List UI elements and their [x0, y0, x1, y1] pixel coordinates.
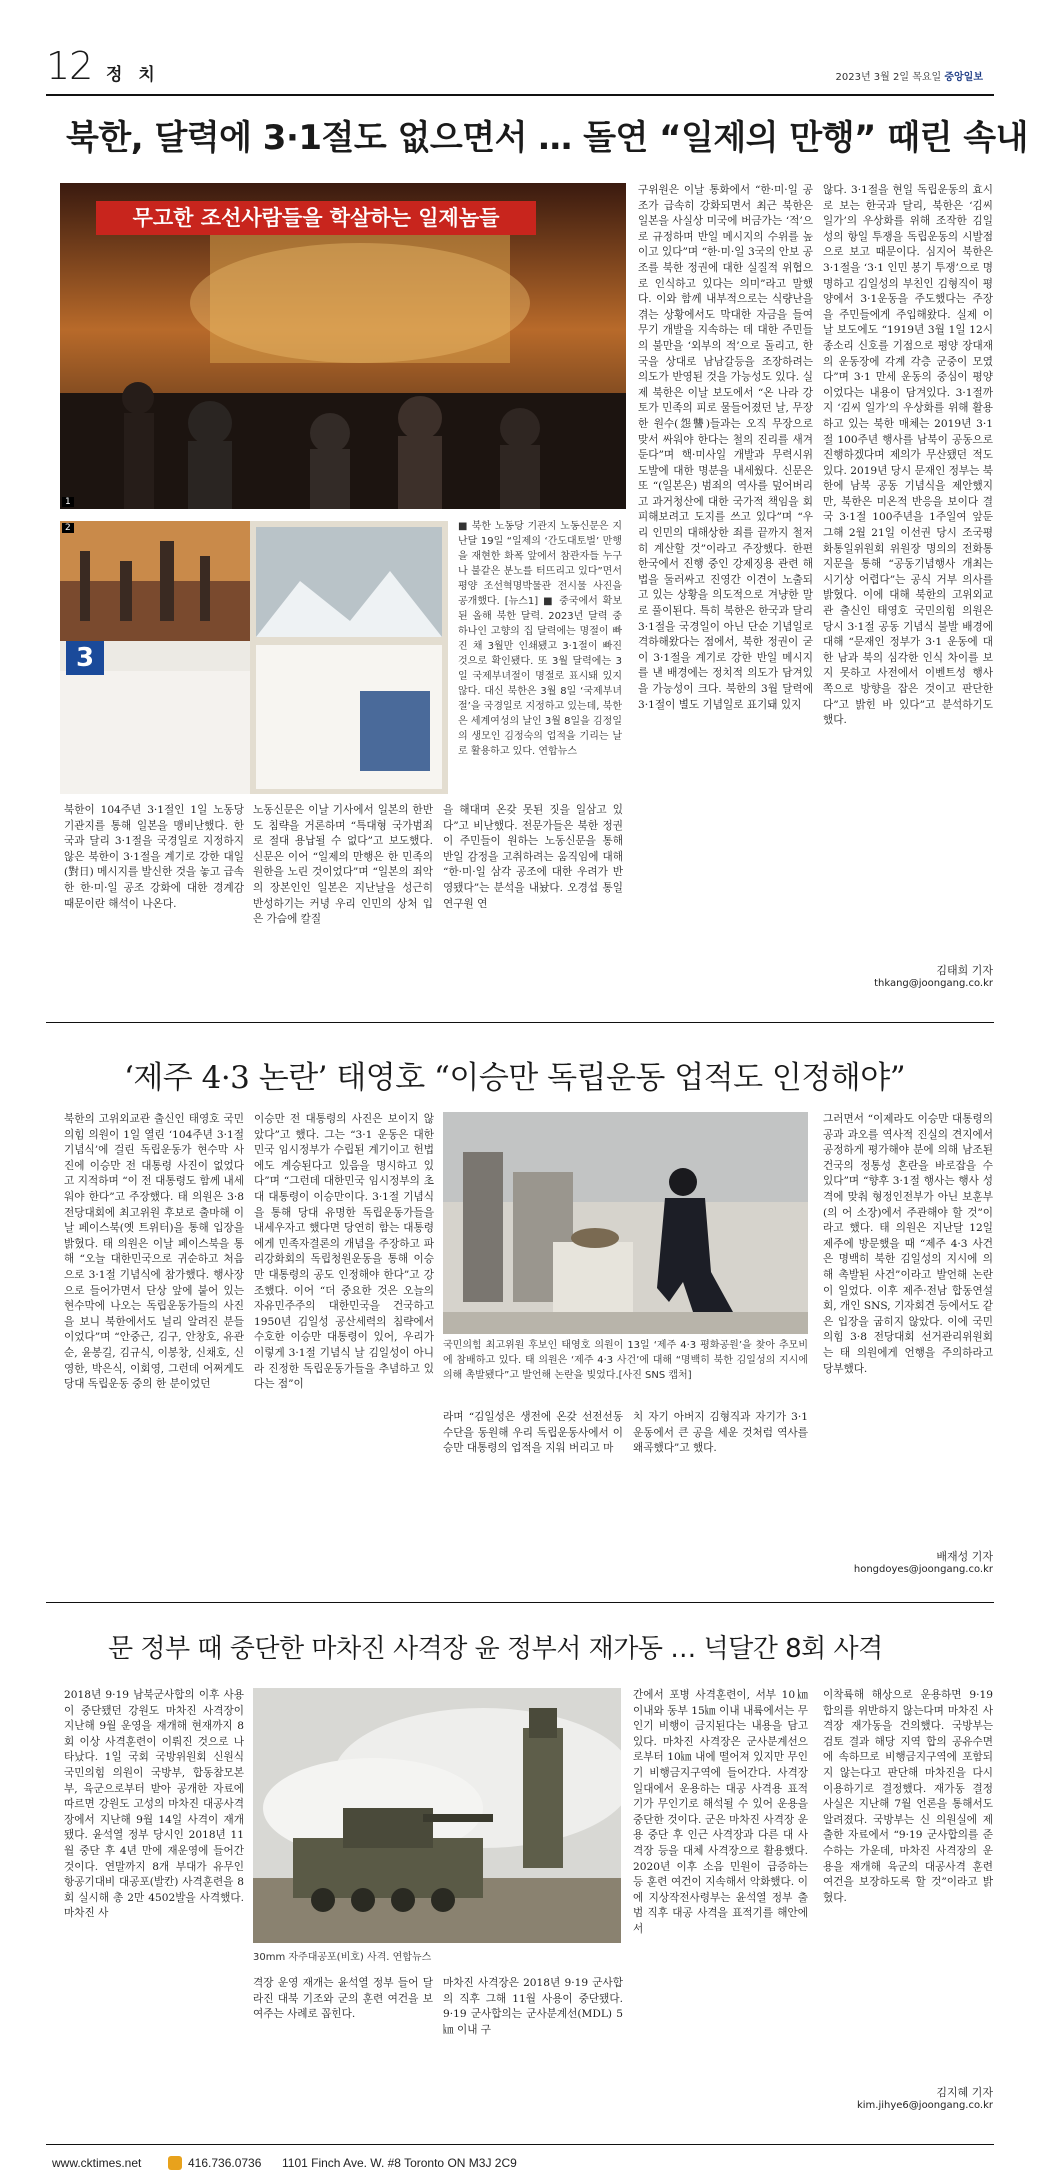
article1-divider — [46, 1022, 994, 1023]
article3-byline — [823, 2084, 993, 2111]
article1-photo-calendar — [60, 521, 448, 794]
calendar-month-badge: 3 — [66, 641, 104, 675]
article2-column-5: 그러면서 “이제라도 이승만 대통령의 공과 과오를 역사적 진실의 견지에서 공정하게 평가해야 분에 의해 남조된 건국의 정통성 혼란을 바로잡을 수 있다”며 “향후 3·1절 행사는 행사 성격에 맞춰 형정인전부가 아닌 보훈부(의 어 소장)에서 주관해야 할 것”이라고 했다. 태 의원은 지난달 12일 제주에 방문했을 때 “제주 4·3 사건은 명백히 북한 김일성의 지시에 의해 촉발된 사건”이라고 발언해 논란이 일었다. 이후 제주·전남 합동연설회, 개인 SNS, 기자회견 등에서도 같은 입장을 굽히지 않았다. 이에 국민의힘 3·8 전당대회 선거관리위원회는 태 의원에게 언행을 주의하라고 당부했다. — [823, 1113, 993, 1375]
article3-reporter: 김지혜 기자 — [936, 2086, 993, 2099]
issue-date — [836, 68, 984, 83]
article3-email: kim.jihye6@joongang.co.kr — [856, 2100, 993, 2111]
footer-website[interactable]: www.cktimes.net — [52, 2156, 142, 2170]
article1-byline — [823, 962, 993, 989]
article2-photo-memorial — [443, 1112, 808, 1334]
article2-photo-caption: 국민의힘 최고위원 후보인 태영호 의원이 13일 ‘제주 4·3 평화공원’을 찾아 추모비에 참배하고 있다. 태 의원은 ‘제주 4·3 사건’에 대해 “명백히 북한 김일성의 지시에 의해 촉발됐다”고 발언해 논란을 빚었다.[사진 SNS 캡처] — [443, 1340, 808, 1381]
article2-email: hongdoyes@joongang.co.kr — [853, 1564, 993, 1575]
phone-icon — [168, 2156, 182, 2170]
artillery-image — [253, 1688, 621, 1943]
article2-divider — [46, 1602, 994, 1603]
footer-phone — [168, 2156, 261, 2170]
article1-photo-caption: ■ 북한 노동당 기관지 노동신문은 지난달 19일 “일제의 ‘간도대토벌’ 만행을 재현한 화폭 앞에서 참관자들 누구나 불같은 분노를 터뜨리고 있다”면서 평양 조선혁명박물관 전시물 사진을 공개했다. [뉴스1] ■ 중국에서 확보된 올해 북한 달력. 2023년 달력 중 하나인 고향의 집 달력에는 명절이 빠진 채 3월만 인쇄됐고 3·1절이 빠진 것으로 확인됐다. 또 3월 달력에는 3일 국제부녀절이 명절로 표시돼 있지 않다. 대신 북한은 3월 8일 ‘국제부녀절’을 국경일로 지정하고 있는데, 북한은 세계여성의 날인 3월 8일을 김정일의 생모인 김정숙의 업적을 기리는 날로 활용하고 있다. 연합뉴스 — [458, 521, 622, 757]
footer-rule — [46, 2144, 994, 2145]
header-rule — [46, 94, 994, 96]
article2-column-4: 치 자기 아버지 김형직과 자기가 3·1운동에서 큰 공을 세운 것처럼 역사를 왜곡했다”고 했다. — [633, 1411, 808, 1455]
article1-headline: 북한, 달력에 3·1절도 없으면서 … 돌연 “일제의 만행” 때린 속내 — [66, 118, 1028, 158]
paper-logo: 중앙일보 — [944, 72, 983, 83]
article1-column-1: 북한이 104주년 3·1절인 1일 노동당 기관지를 통해 일본을 맹비난했다. 한국과 달리 3·1절을 국경일로 지정하지 않은 북한이 3·1절을 계기로 강한 대일(對日) 메시지를 발신한 것을 놓고 급속한 한·미·일 공조 강화에 대한 경계감 때문이란 해석이 나온다. — [64, 804, 244, 910]
article2-reporter: 배재성 기자 — [936, 1550, 993, 1563]
footer-phone-number: 416.736.0736 — [188, 2156, 262, 2170]
calendar-image — [60, 521, 448, 794]
article3-photo-caption: 30mm 자주대공포(비호) 사격. 연합뉴스 — [253, 1952, 432, 1963]
article1-column-5: 않다. 3·1절을 현일 독립운동의 효시로 보는 한국과 달리, 북한은 ‘김씨 일가’의 우상화를 위해 조작한 김일성의 항일 투쟁을 독립운동의 시발점으로 보고 때문이다. 심지어 북한은 3·1절을 ‘3·1 인민 봉기 투쟁’으로 명명하고 김일성의 부친인 김형직이 평양에서 3·1운동을 주도했다는 주장을 주민들에게 주입해왔다. 실제 이날 보도에도 “1919년 3월 1일 12시 종소리 신호를 기점으로 평양 장대재의 운동장에 각계 각층 군중이 모였다”며 3·1 만세 운동의 중심이 평양이었다는 내용이 담겨있다. 3·1절까지 ‘김씨 일가’의 우상화를 위해 활용하고 있는 북한 매체는 2019년 3·1절 100주년 행사를 남북이 공동으로 진행하겠다며 제의가 무산됐던 적도 있다. 2019년 당시 문재인 정부는 북한에 남북 공동 기념식을 제안했지만, 북한은 미온적 반응을 보이다 결국 3·1절 100주년을 1주일여 앞둔 그해 2월 21일 이선권 당시 조국평화통일위원회 위원장 명의의 전화통지문을 통해 “공동기념행사 개최는 시기상 어렵다”는 공식 거부 의사를 밝혔다. 이에 대해 북한의 고위외교관 출신인 태영호 국민의힘 의원은 당시 3·1절 공동 기념식 불발 배경에 대해 “문재인 정부가 3·1 운동에 대한 남과 북의 심각한 인식 차이를 보지 못하고 사전에서 이벤트성 행사 쪽으로 방향을 잡은 것이고 판단한다”고 밝힌 바 있다”고 분석하기도 했다. — [823, 184, 993, 727]
article2-column-1: 북한의 고위외교관 출신인 태영호 국민의힘 의원이 1일 열린 ‘104주년 3·1절 기념식’에 걸린 독립운동가 현수막 사진에 이승만 전 대통령 사진이 없었다고 지적하며 “이 전 대통령도 함께 내세워야 한다”고 주장했다. 태 의원은 3·8 전당대회에 최고위원 후보로 출마해 이날 페이스북(옛 트위터)을 통해 입장을 밝혔다. 태 의원은 이날 페이스북을 통해 “오늘 대한민국으로 귀순하고 처음으로 3·1절 기념식에 참가했다. 행사장으로 들어가면서 단상 앞에 붙어 있는 현수막에 나오는 독립운동가들의 사진을 보니 북한에서도 널리 알려진 분들이었다”며 “안중근, 김구, 안창호, 유관순, 윤봉길, 김규식, 이봉창, 신채호, 신영한, 박은식, 이회영, 그런데 어쩌게도 당대 독립운동 중의 한 분이었던 — [64, 1113, 244, 1391]
photo2-badge: 2 — [62, 523, 74, 533]
article1-reporter: 김태희 기자 — [936, 964, 993, 977]
photo1-badge: 1 — [62, 497, 74, 507]
article2-column-3: 라며 “김일성은 생전에 온갖 선전선동수단을 동원해 우리 독립운동사에서 이승만 대통령의 업적을 지워 버리고 마 — [443, 1411, 623, 1455]
date-text: 2023년 3월 2일 목요일 — [835, 72, 942, 83]
memorial-image — [443, 1112, 808, 1334]
article2-byline — [823, 1548, 993, 1575]
museum-banner: 무고한 조선사람들을 학살하는 일제놈들 — [96, 201, 536, 235]
article3-column-5: 이착륙해 해상으로 운용하면 9·19 합의를 위반하지 않는다며 마차진 사격장 재가동을 건의했다. 국방부는 검토 결과 해당 지역 합의 공유수면에 속하므로 비행금지구역에 포함되지 않는다고 판단해 마차진을 다시 이용하기로 결정했다. 재가동 결정 사실은 지난해 7월 언론을 통해서도 알려졌다. 국방부는 신 의원실에 제출한 자료에서 “9·19 군사합의를 준수하는 가운데, 마차진 사격장의 운용을 재개해 육군의 대공사격 훈련 여건을 보장하도록 할 것”이라고 밝혔다. — [823, 1689, 993, 1904]
article1-column-2: 노동신문은 이날 기사에서 일본의 한반도 침략을 거론하며 “특대형 국가범죄로 절대 용납될 수 없다”고 보도했다. 신문은 이어 “일제의 만행은 한 민족의 원한을 노린 것이었다”며 “일본의 죄악의 장본인인 일본은 지난날을 성근히 반성하기는 커녕 우리 인민의 상처 입은 가슴에 칼질 — [253, 804, 433, 926]
article3-column-4: 간에서 포병 사격훈련이, 서부 10㎞ 이내와 동부 15㎞ 이내 내륙에서는 무인기 비행이 금지된다는 내용을 담고 있다. 마차진 사격장은 군사분계선으로부터 10㎞ 내에 떨어져 있지만 무인기 비행금지구역에 들어간다. 사격장 일대에서 운용하는 대공 사격용 표적기가 무인기로 해석될 수 있어 운용을 중단한 것이다. 군은 마차진 사격장 운용 중단 후 인근 사격장과 다른 대 사격장 등을 대체 사격장으로 활용했다. 2020년 이후 소음 민원이 급증하는 등 훈련 여건이 지속해서 악화했다. 이에 지상작전사령부는 윤석열 정부 출범 직후 대공 사격을 표적기를 해안에서 — [633, 1689, 808, 1935]
article2-headline: ‘제주 4·3 논란’ 태영호 “이승만 독립운동 업적도 인정해야” — [124, 1060, 906, 1096]
article3-column-3: 마차진 사격장은 2018년 9·19 군사합의 직후 그해 11월 사용이 중단됐다. 9·19 군사합의는 군사분계선(MDL) 5㎞ 이내 구 — [443, 1977, 623, 2036]
article3-photo-artillery — [253, 1688, 621, 1943]
article3-column-2: 격장 운영 재개는 윤석열 정부 들어 달라진 대북 기조와 군의 훈련 여건을 보여주는 사례로 꼽힌다. — [253, 1977, 433, 2021]
article3-column-1: 2018년 9·19 남북군사합의 이후 사용이 중단됐던 강원도 마차진 사격장이 지난해 9월 운영을 재개해 현재까지 8회 이상 사격훈련이 이뤄진 것으로 나타났다. 1일 국회 국방위원회 신원식 국민의힘 의원이 국방부, 합동참모본부, 육군으로부터 받아 공개한 자료에 따르면 강원도 고성의 마차진 대공사격장에서 지난해 9월 14일 사격이 재개됐다. 윤석열 정부 당시인 2018년 11월 중단 후 4년 만에 재운영에 들어간 것이다. 연말까지 8개 부대가 유무인 항공기대비 대공포(발칸) 사격훈련을 8회 실시해 총 2만 4502발을 사격했다. 마차진 사 — [64, 1689, 244, 1920]
article1-column-4: 구위원은 이날 통화에서 “한·미·일 공조가 급속히 강화되면서 최근 북한은 일본을 사실상 미국에 버금가는 ‘적’으로 규정하며 반일 메시지의 수위를 높이고 있다”며 “한·미·일 3국의 안보 공조를 북한 정권에 대한 실질적 위협으로 인식하고 있다는 의미”라고 말했다. 이와 함께 내부적으로는 식량난을 겪는 상황에서도 막대한 자금을 들여 무기 개발을 지속하는 데 대한 주민들의 불만을 ‘외부의 적’으로 돌리고, 한국을 상대로 남남갈등을 조장하려는 의도가 반영된 것을 가능성도 있다. 실제 북한은 이날 보도에서 “온 나라 강토가 민족의 피로 물들어졌던 날, 무장한 원수(怨讐)들과는 오직 무장으로 맞서 싸워야 한다는 철의 진리를 새겨둔다”며 핵·미사일 개발과 무력시위 도발에 대한 명분을 내세웠다. 신문은 또 “(일본은) 범죄의 역사를 덮어버리고 과거청산에 대한 국가적 책임을 회피해보려고 도지를 쓰고 있다”며 “우리 인민의 대해상한 죄를 끝까지 철저히 계산할 것”이라고 주장했다. 한편 한국에서 진행 중인 강제징용 관련 해법을 둘러싸고 진영간 이견이 노출되고 있는 상황을 의도적으로 겨냥한 말로 풀이된다. 특히 북한은 한국과 달리 3·1절을 국경일이 아닌 단순 기념일로 격하해왔다는 점에서, 북한 정권이 굳이 3·1절을 계기로 강한 반일 메시지를 낸 배경에는 정치적 의도가 담겨있을 가능성이 크다. 북한의 3월 달력에 3·1절이 별도 기념일로 표기돼 있지 — [638, 184, 813, 711]
article1-email: thkang@joongang.co.kr — [874, 978, 993, 989]
article1-photo-museum — [60, 183, 626, 509]
footer-address: 1101 Finch Ave. W. #8 Toronto ON M3J 2C9 — [282, 2156, 517, 2170]
article1-column-3: 을 해대며 온갖 못된 짓을 일삼고 있다”고 비난했다. 전문가들은 북한 정권이 주민들이 원하는 노동신문을 통해 반일 감정을 고취하려는 움직임에 대해 “한·미·일 삼각 공조에 대한 우려가 반영됐다”는 분석을 내놨다. 오경섭 통일연구원 연 — [443, 804, 623, 910]
page-number: 12 — [46, 44, 93, 88]
section-title: 정 치 — [106, 65, 160, 85]
article2-column-2: 이승만 전 대통령의 사진은 보이지 않았다”고 했다. 그는 “3·1 운동은 대한민국 임시정부가 수립된 계기이고 헌법에도 계승된다고 있음을 명시하고 있다”며 “그런데 대한민국 임시정부의 초대 대통령이 이승만이다. 3·1절 기념식을 통해 당대 유명한 독립운동가들을 내세우자고 했다면 당연히 함는 대통령에게 민족자결론의 개념을 주장하고 파리강화회의 독립청원운동을 통해 이승만 대통령의 공도 인정해야 한다”고 강조했다. 이어 “더 중요한 것은 오늘의 자유민주주의 대한민국을 건국하고 1950년 김일성 공산세력의 침략에서 수호한 이승만 대통령이 있어, 우리가 이렇게 3·1절 기념식 날 김일성이 아니라 진정한 독립운동가들을 추념하고 있다는 점”이 — [254, 1113, 434, 1391]
article3-headline: 문 정부 때 중단한 마차진 사격장 윤 정부서 재가동 … 넉달간 8회 사격 — [108, 1634, 883, 1664]
